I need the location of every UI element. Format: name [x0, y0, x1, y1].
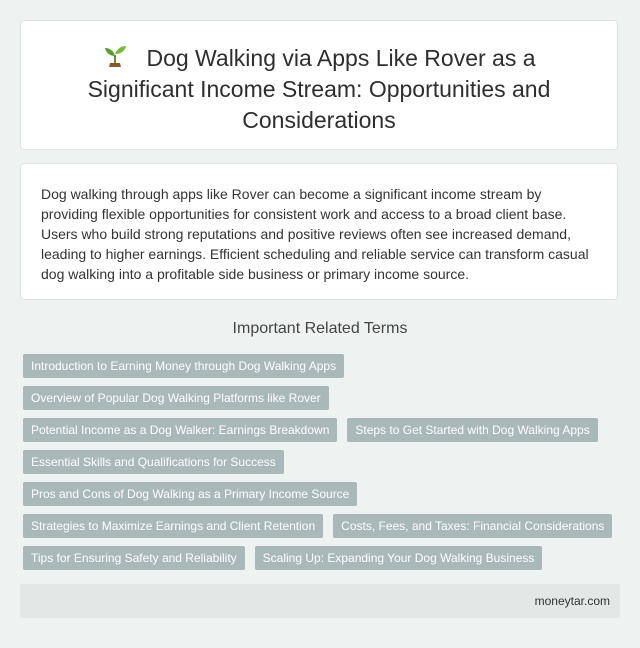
summary-text: Dog walking through apps like Rover can become a significant income stream by providing flexible opportunities for consistent work and access to a broad client base. Users who build strong reputations and positive reviews often see increased demand, leading to higher earnings. Efficient scheduling and reliable service can transform casual dog walking into a profitable side business or primary income source.	[41, 186, 589, 282]
related-term-chip[interactable]: Costs, Fees, and Taxes: Financial Considerations	[333, 514, 612, 538]
title-card	[20, 20, 618, 150]
related-term-chip[interactable]: Pros and Cons of Dog Walking as a Primary Income Source	[23, 482, 357, 506]
related-term-chip[interactable]: Essential Skills and Qualifications for Success	[23, 450, 284, 474]
summary-card	[20, 163, 618, 300]
related-term-chip[interactable]: Tips for Ensuring Safety and Reliability	[23, 546, 245, 570]
footer	[20, 584, 620, 618]
related-term-chip[interactable]: Introduction to Earning Money through Dog Walking Apps	[23, 354, 344, 378]
chip-row	[23, 514, 612, 538]
footer-site-link[interactable]: moneytar.com	[534, 594, 610, 608]
chip-row	[23, 482, 357, 506]
related-term-chip[interactable]: Steps to Get Started with Dog Walking Apps	[347, 418, 597, 442]
related-term-chip[interactable]: Overview of Popular Dog Walking Platforms like Rover	[23, 386, 329, 410]
chip-row	[23, 418, 598, 442]
sprout-icon	[102, 43, 128, 69]
chip-row	[23, 546, 542, 570]
chip-row	[23, 354, 344, 378]
related-term-chip[interactable]: Strategies to Maximize Earnings and Client Retention	[23, 514, 323, 538]
chip-row	[23, 450, 284, 474]
related-terms-heading: Important Related Terms	[232, 320, 408, 337]
related-term-chip[interactable]: Scaling Up: Expanding Your Dog Walking Business	[255, 546, 543, 570]
chip-row	[23, 386, 329, 410]
page-title	[21, 21, 617, 136]
related-term-chip[interactable]: Potential Income as a Dog Walker: Earnings Breakdown	[23, 418, 337, 442]
page-title-text: Dog Walking via Apps Like Rover as a Significant Income Stream: Opportunities and Considerations	[87, 45, 551, 133]
